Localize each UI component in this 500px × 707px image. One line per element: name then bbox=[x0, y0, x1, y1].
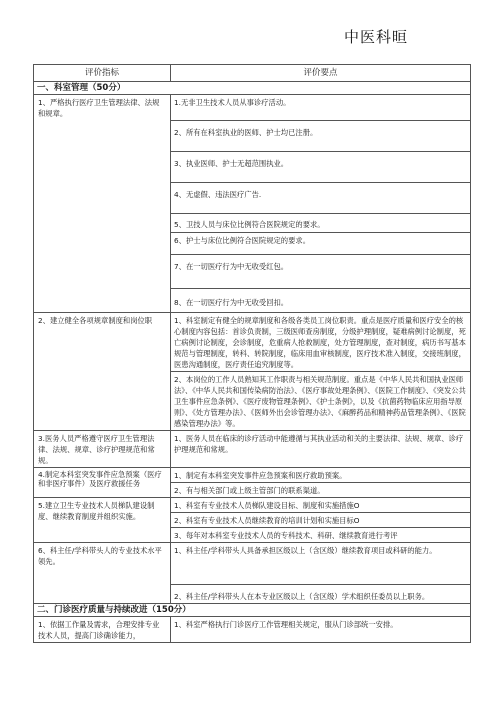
requirement-cell: 8、在一切医疗行为中无收受回扣。 bbox=[171, 289, 471, 313]
requirement-cell: 3、执业医师、护士无超范围执业。 bbox=[171, 152, 471, 183]
section-title: 二、门诊医疗质量与持续改进（150分） bbox=[34, 604, 471, 617]
table-row bbox=[34, 468, 471, 483]
indicator-cell: 5.建立卫生专业技术人员梯队建设制度、继续教育制度并组织实施。 bbox=[34, 498, 171, 543]
header-requirement: 评价要点 bbox=[171, 65, 471, 82]
table-row bbox=[34, 95, 471, 121]
indicator-cell: 2、建立健全各项规章制度和岗位职 bbox=[34, 313, 171, 431]
requirement-cell: 7、在一切医疗行为中无收受红包。 bbox=[171, 255, 471, 289]
requirement-cell: 1、科主任/学科带头人具备承担区级以上（含区级）继续教育项目或科研的能力。 bbox=[171, 543, 471, 585]
indicator-cell: 3.医务人员严格遵守医疗卫生管理法律、法规、规章、诊疗护理规范和常规。 bbox=[34, 431, 171, 468]
requirement-cell: 6、护士与床位比例符合医院规定的要求。 bbox=[171, 233, 471, 255]
table-header-row bbox=[34, 65, 471, 82]
requirement-cell: 4、无虚假、违法医疗广告. bbox=[171, 183, 471, 214]
requirement-cell: 1、制定有本科室突发事件应急预案和医疗救助预案。 bbox=[171, 468, 471, 483]
table-row bbox=[34, 498, 471, 513]
requirement-cell: 3、每年对本科室专业技术人员的专科技术、科研、继续教育进行考评 bbox=[171, 528, 471, 543]
requirement-cell: 2、有与相关部门或上级主管部门的联系渠道。 bbox=[171, 483, 471, 498]
requirement-cell: 1、科室严格执行门诊医疗工作管理相关规定，服从门诊部统一安排。 bbox=[171, 617, 471, 643]
section-row bbox=[34, 82, 471, 95]
header-indicator: 评价指标 bbox=[34, 65, 171, 82]
indicator-cell: 1、依据工作量及需求，合理安排专业技术人员，提高门诊确诊能力， bbox=[34, 617, 171, 643]
requirement-cell: 1、科室有专业技术人员梯队建设目标、制度和实施措施O bbox=[171, 498, 471, 513]
page-title: 中医科晅 bbox=[343, 28, 408, 46]
requirement-cell: 2、所有在科室执业的医师、护士均已注册。 bbox=[171, 121, 471, 152]
section-title: 一、科室管理（50分） bbox=[34, 82, 471, 95]
requirement-cell: 1.无非卫生技术人员从事诊疗活动。 bbox=[171, 95, 471, 121]
table-row bbox=[34, 313, 471, 372]
indicator-cell: 6、科主任/学科带头人的专业技术水平领先。 bbox=[34, 543, 171, 604]
requirement-cell: 1、科室制定有健全的规章制度和各级各类员工岗位职责。重点是医疗质量和医疗安全的核心制度内容包括：首诊负责制，三级医师查房制度，分级护理制度，疑难病例讨论制度，死亡病例讨论制度，会诊制度，危重病人抢救制度，处方管理制度，查对制度，病历书写基本规范与管理制度，转科、转院制度，临床用血审核制度，医疗技术准入制度，交接班制度，医患沟通制度，医疗责任追究制度等。 bbox=[171, 313, 471, 372]
requirement-cell: 1、医务人员在临床的诊疗活动中能遵循与其执业活动和关的主要法律、法规、规章、诊疗护理规范和常规。 bbox=[171, 431, 471, 468]
table-row bbox=[34, 617, 471, 643]
requirement-cell: 2、科主任/学科带头人在本专业区级以上（含区级）学术组织任委员以上职务。 bbox=[171, 585, 471, 604]
section-row bbox=[34, 604, 471, 617]
table-row bbox=[34, 543, 471, 585]
requirement-cell: 2、本岗位的工作人员熟知其工作职责与相关规范制度。重点是《中华人民共和国执业医师法》、《中华人民共和国传染病防治法》、《医疗事故处理条例》、《医院工作制度》、《突发公共卫生事件应急条例》、《医疗废物管理条例》、《护士条例》，以及《抗菌药物临床应用指导原则》、《处方管理办法》、《医师外出会诊管理办法》、《麻醉药品和精神药品管理条例》、《医院感染管理办法》等。 bbox=[171, 372, 471, 431]
evaluation-table bbox=[33, 64, 471, 643]
requirement-cell: 2、科室有专业技术人员继续教育的培训计划和实施目标O bbox=[171, 513, 471, 528]
table-row bbox=[34, 431, 471, 468]
requirement-cell: 5、卫技人员与床位比例符合医院规定的要求。 bbox=[171, 214, 471, 233]
indicator-cell: 1、严格执行医疗卫生管理法律、法规和规章。 bbox=[34, 95, 171, 313]
indicator-cell: 4.制定本科室突发事件应急预案（医疗和非医疗事件）及医疗救援任务 bbox=[34, 468, 171, 498]
